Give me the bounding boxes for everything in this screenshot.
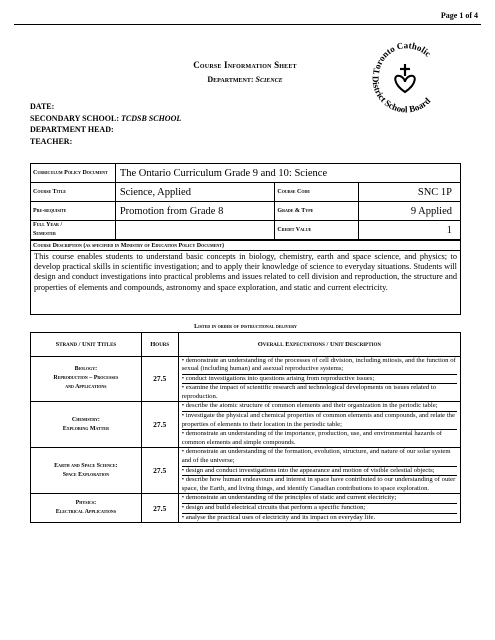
strand-title-line: and Applications (65, 384, 107, 391)
expectation-item: • conduct investigations into questions arising from reproductive issues; (182, 375, 457, 385)
expectation-item: • demonstrate an understanding of the processes of cell division, including mitosis, and the function of sexual (including human) and asexual reproductive systems; (182, 357, 457, 375)
expectations-column-header: Overall Expectations / Unit Description (178, 332, 460, 356)
department-value: Science (255, 75, 283, 84)
grade-type-label: Grade & Type (275, 202, 359, 221)
expectation-item: • demonstrate an understanding of the formation, evolution, structure, and nature of our solar system and of the universe; (182, 448, 457, 466)
full-year-semester-value (115, 221, 275, 240)
course-info-table (30, 163, 461, 240)
strand-title-line: Reproduction – Processes (53, 375, 119, 382)
expectation-item: • demonstrate an understanding of the importance, production, use, and environmental hazards of common elements and simple compounds. (181, 430, 442, 446)
teacher-label: TEACHER: (30, 136, 73, 146)
full-year-semester-label (31, 221, 116, 240)
strand-title-line: Electrical Applications (55, 509, 117, 516)
strand-title-line: Chemistry: (71, 416, 100, 423)
expectation-item: • analyse the practical uses of electricity and its impact on everyday life. (181, 513, 376, 521)
course-title-label: Course Title (31, 183, 116, 202)
school-label: SECONDARY SCHOOL: (30, 113, 119, 123)
page-number: Page 1 of 4 (440, 11, 478, 20)
strand-title (31, 448, 142, 494)
course-description-table (30, 240, 461, 315)
document-title: Course Information Sheet (193, 60, 297, 70)
strand-expectations (178, 356, 460, 402)
strand-title-line: Exploring Matter (62, 425, 109, 432)
strand-expectations (178, 494, 460, 523)
strand-hours: 27.5 (141, 494, 178, 523)
credit-value: 1 (359, 221, 461, 240)
policy-label: Curriculum Policy Document (31, 164, 116, 183)
expectation-item: • design and conduct investigations into the appearance and motion of visible celestial objects; (182, 467, 457, 477)
school-value: TCDSB SCHOOL (121, 113, 182, 123)
svg-text:Toronto Catholic: Toronto Catholic (370, 40, 434, 76)
strand-title (31, 494, 142, 523)
strand-column-header: Strand / Unit Titles (31, 332, 142, 356)
hours-column-header: Hours (141, 332, 178, 356)
expectation-item: • describe how human endeavours and interest in space have contributed to our understanding of outer space, the Earth, and living things, and identify Canadian contributions to space exploration. (181, 476, 456, 492)
header-rule (14, 24, 481, 25)
course-code-label: Course Code (275, 183, 359, 202)
strand-expectations (178, 402, 460, 448)
strand-hours: 27.5 (141, 356, 178, 402)
expectation-item: • demonstrate an understanding of the principles of static and current electricity; (182, 494, 457, 504)
tcdsb-logo (367, 26, 445, 126)
strand-title-line: Earth and Space Science: (54, 462, 118, 469)
expectation-item: • describe the atomic structure of common elements and their organization in the periodic table; (182, 402, 457, 412)
prerequisite-value: Promotion from Grade 8 (115, 202, 275, 221)
date-label: DATE: (30, 102, 55, 111)
course-code-value: SNC 1P (359, 183, 461, 202)
strand-title-line: Physics: (75, 500, 97, 507)
strand-row-chemistry (31, 402, 461, 448)
prerequisite-label: Pre-requisite (31, 202, 116, 221)
strand-title (31, 356, 142, 402)
full-year-text: Full Year / (33, 222, 63, 228)
strand-row-earth-space (31, 448, 461, 494)
strand-hours: 27.5 (141, 402, 178, 448)
strand-row-physics (31, 494, 461, 523)
semester-text: Semester (33, 231, 56, 237)
strand-hours: 27.5 (141, 448, 178, 494)
strand-table (30, 322, 461, 523)
strand-expectations (178, 448, 460, 494)
school-line (30, 113, 181, 125)
policy-value: The Ontario Curriculum Grade 9 and 10: Science (115, 164, 460, 183)
meta-block (30, 101, 181, 147)
expectation-item: • design and build electrical circuits that perform a specific function; (182, 504, 457, 514)
svg-text:District School Board: District School Board (370, 75, 433, 115)
strand-row-biology (31, 356, 461, 402)
expectation-item: • examine the impact of scientific research and technological developments on issues related to reproduction. (181, 384, 437, 400)
department-head-label: DEPARTMENT HEAD: (30, 125, 114, 134)
grade-type-value: 9 Applied (359, 202, 461, 221)
course-description-label: Course Description (as specified in Ministry of Education Policy Document) (31, 241, 461, 251)
credit-value-label: Credit Value (275, 221, 359, 240)
listed-order-label: Listed in order of instructional delivery (31, 322, 461, 332)
course-title-value: Science, Applied (115, 183, 275, 202)
strand-title (31, 402, 142, 448)
strand-title-line: Space Exploration (62, 471, 109, 478)
strand-title-line: Biology: (74, 366, 98, 373)
department-line (160, 75, 330, 84)
department-label: Department: (207, 75, 254, 84)
course-description-text: This course enables students to understand basic concepts in biology, chemistry, earth and space science, and physics; to develop practical skills in scientific investigation; and to apply their knowledge of science to everyday situations. Students will design and conduct investigations into practical problems and issues related to cell division and reproduction, the structure and properties of elements and compounds, astronomy and space exploration, and static and current electricity. (31, 251, 461, 315)
expectation-item: • investigate the physical and chemical properties of common elements and compounds, and relate the properties of elements to their location in the periodic table; (182, 412, 457, 430)
